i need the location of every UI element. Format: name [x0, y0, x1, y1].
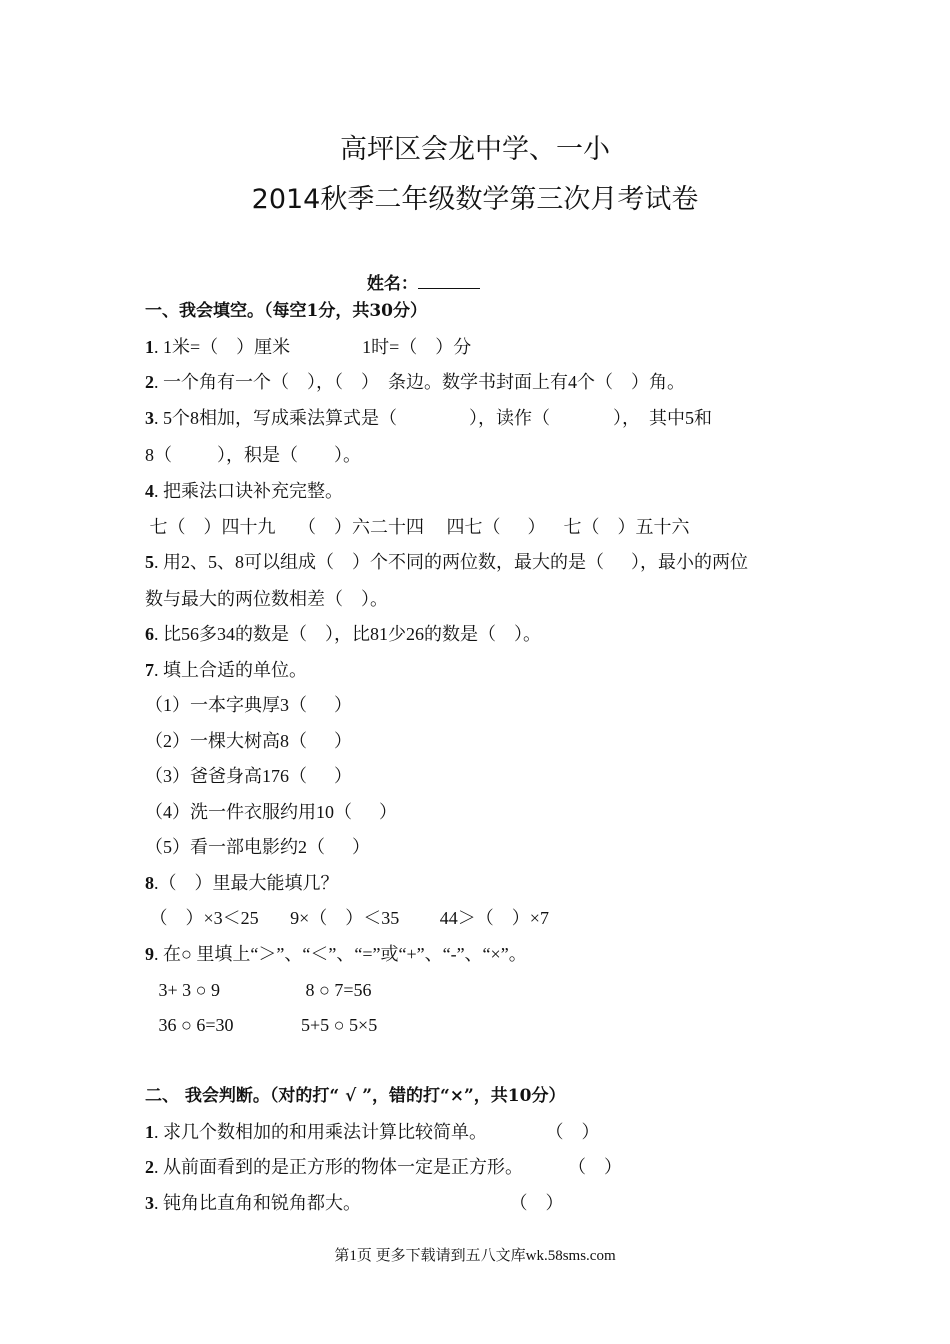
question-9-row: 36 ○ 6=30 5+5 ○ 5×5	[145, 1015, 378, 1035]
question-4-line2: 七（ ）四十九 （ ）六二十四 四七（ ） 七（ ）五十六	[145, 517, 690, 537]
section1-heading: 一、我会填空。（每空1分，共30分）	[145, 301, 427, 321]
question-8-line2: （ ）×3＜25 9×（ ）＜35 44＞（ ）×7	[145, 908, 549, 928]
question-7-item: （4）洗一件衣服约用10（ ）	[145, 802, 397, 822]
page-footer: 第1页 更多下载请到五八文库wk.58sms.com	[334, 1248, 616, 1264]
question-7-item: （3）爸爸身高176（ ）	[145, 766, 352, 786]
question-5: 5. 用2、5、8可以组成（ ）个不同的两位数，最大的是（ ），最小的两位	[145, 552, 748, 572]
question-3-cont: 8（ ），积是（ ）。	[145, 445, 361, 465]
name-label: 姓名：	[366, 274, 418, 294]
judgement-item: 1. 求几个数相加的和用乘法计算比较简单。 （ ）	[145, 1122, 600, 1142]
question-1: 1. 1米=（ ）厘米 1时=（ ）分	[145, 337, 472, 357]
question-8: 8.（ ）里最大能填几？	[145, 873, 339, 893]
question-6: 6. 比56多34的数是（ ），比81少26的数是（ ）。	[145, 624, 541, 644]
question-7-item: （2）一棵大树高8（ ）	[145, 731, 352, 751]
section2-heading: 二、 我会判断。（对的打“ √ ”，错的打“×”，共10分）	[145, 1086, 566, 1106]
exam-title: 2014秋季二年级数学第三次月考试卷	[251, 184, 699, 215]
question-7-item: （1）一本字典厚3（ ）	[145, 695, 352, 715]
question-3: 3. 5个8相加，写成乘法算式是（ ），读作（ ）， 其中5和	[145, 408, 712, 428]
question-9-row: 3+ 3 ○ 9 8 ○ 7=56	[145, 980, 372, 1000]
question-2: 2. 一个角有一个（ ），（ ） 条边。数学书封面上有4个（ ）角。	[145, 372, 685, 392]
question-5-cont: 数与最大的两位数相差（ ）。	[145, 589, 388, 609]
judgement-item: 3. 钝角比直角和锐角都大。 （ ）	[145, 1193, 564, 1213]
school-title: 高坪区会龙中学、一小	[340, 134, 610, 165]
question-7-item: （5）看一部电影约2（ ）	[145, 837, 370, 857]
name-field	[355, 250, 480, 295]
question-4: 4. 把乘法口诀补充完整。	[145, 481, 343, 501]
question-7: 7. 填上合适的单位。	[145, 660, 307, 680]
question-9: 9. 在○ 里填上“＞”、“＜”、“=”或“+”、“-”、“×”。	[145, 944, 527, 964]
judgement-item: 2. 从前面看到的是正方形的物体一定是正方形。 （ ）	[145, 1157, 622, 1177]
name-blank	[418, 272, 480, 289]
